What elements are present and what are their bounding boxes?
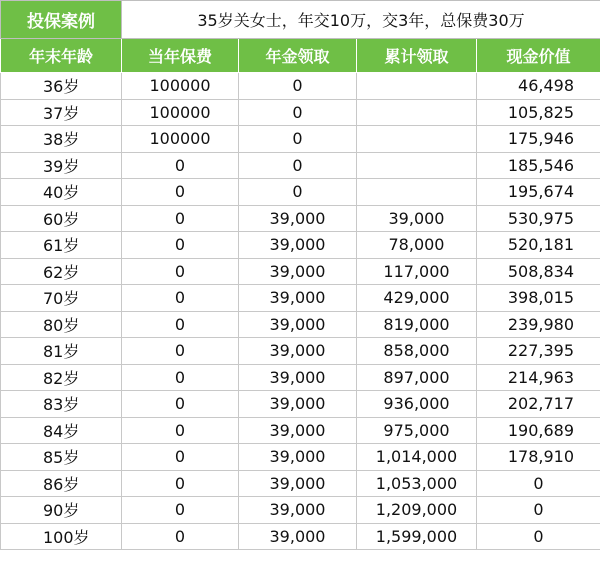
cash-value-cell[interactable]: 190,689 (477, 417, 600, 444)
cumulative-cell[interactable] (357, 179, 477, 206)
age-cell[interactable]: 90岁 (1, 497, 122, 524)
annuity-cell[interactable]: 39,000 (239, 523, 357, 550)
column-header-cash-value[interactable]: 现金价值 (477, 39, 600, 73)
cumulative-cell[interactable]: 1,014,000 (357, 444, 477, 471)
annuity-cell[interactable]: 39,000 (239, 205, 357, 232)
annuity-cell[interactable]: 39,000 (239, 338, 357, 365)
premium-cell[interactable]: 0 (122, 258, 239, 285)
annuity-cell[interactable]: 39,000 (239, 258, 357, 285)
premium-cell[interactable]: 0 (122, 179, 239, 206)
annuity-cell[interactable]: 39,000 (239, 391, 357, 418)
premium-cell[interactable]: 0 (122, 497, 239, 524)
premium-cell[interactable]: 0 (122, 444, 239, 471)
cash-value-cell[interactable]: 195,674 (477, 179, 600, 206)
cumulative-cell[interactable]: 897,000 (357, 364, 477, 391)
annuity-cell[interactable]: 0 (239, 99, 357, 126)
annuity-cell[interactable]: 0 (239, 179, 357, 206)
premium-cell[interactable]: 0 (122, 391, 239, 418)
cash-value-cell[interactable]: 105,825 (477, 99, 600, 126)
annuity-cell[interactable]: 0 (239, 152, 357, 179)
age-cell[interactable]: 36岁 (1, 73, 122, 100)
cumulative-cell[interactable] (357, 152, 477, 179)
cash-value-cell[interactable]: 178,910 (477, 444, 600, 471)
age-cell[interactable]: 83岁 (1, 391, 122, 418)
age-cell[interactable]: 86岁 (1, 470, 122, 497)
age-cell[interactable]: 62岁 (1, 258, 122, 285)
column-header-cumulative[interactable]: 累计领取 (357, 39, 477, 73)
cash-value-cell[interactable]: 239,980 (477, 311, 600, 338)
cash-value-cell[interactable]: 227,395 (477, 338, 600, 365)
age-cell[interactable]: 39岁 (1, 152, 122, 179)
annuity-cell[interactable]: 39,000 (239, 444, 357, 471)
annuity-cell[interactable]: 39,000 (239, 470, 357, 497)
premium-cell[interactable]: 0 (122, 285, 239, 312)
age-cell[interactable]: 84岁 (1, 417, 122, 444)
case-label[interactable]: 投保案例 (1, 1, 122, 39)
annuity-cell[interactable]: 39,000 (239, 417, 357, 444)
cash-value-cell[interactable]: 398,015 (477, 285, 600, 312)
age-cell[interactable]: 40岁 (1, 179, 122, 206)
cash-value-cell[interactable]: 508,834 (477, 258, 600, 285)
table-row (1, 232, 600, 259)
table-row (1, 523, 600, 550)
age-cell[interactable]: 61岁 (1, 232, 122, 259)
cumulative-cell[interactable] (357, 126, 477, 153)
cash-value-cell[interactable]: 0 (477, 497, 600, 524)
table-row (1, 444, 600, 471)
cash-value-cell[interactable]: 185,546 (477, 152, 600, 179)
cash-value-cell[interactable]: 520,181 (477, 232, 600, 259)
premium-cell[interactable]: 0 (122, 205, 239, 232)
table-row (1, 73, 600, 100)
cumulative-cell[interactable]: 117,000 (357, 258, 477, 285)
cumulative-cell[interactable]: 936,000 (357, 391, 477, 418)
age-cell[interactable]: 80岁 (1, 311, 122, 338)
column-header-annuity[interactable]: 年金领取 (239, 39, 357, 73)
premium-cell[interactable]: 0 (122, 232, 239, 259)
annuity-cell[interactable]: 39,000 (239, 364, 357, 391)
cash-value-cell[interactable]: 46,498 (477, 73, 600, 100)
cumulative-cell[interactable] (357, 73, 477, 100)
table-row (1, 152, 600, 179)
table-row (1, 497, 600, 524)
cumulative-cell[interactable]: 1,209,000 (357, 497, 477, 524)
age-cell[interactable]: 60岁 (1, 205, 122, 232)
premium-cell[interactable]: 0 (122, 523, 239, 550)
cash-value-cell[interactable]: 530,975 (477, 205, 600, 232)
case-description[interactable]: 35岁关女士，年交10万，交3年，总保费30万 (122, 1, 600, 39)
annuity-cell[interactable]: 0 (239, 126, 357, 153)
premium-cell[interactable]: 0 (122, 311, 239, 338)
annuity-cell[interactable]: 0 (239, 73, 357, 100)
premium-cell[interactable]: 0 (122, 364, 239, 391)
annuity-cell[interactable]: 39,000 (239, 285, 357, 312)
cumulative-cell[interactable]: 39,000 (357, 205, 477, 232)
premium-cell[interactable]: 0 (122, 470, 239, 497)
table-row (1, 258, 600, 285)
cumulative-cell[interactable]: 858,000 (357, 338, 477, 365)
header-row (1, 39, 600, 73)
age-cell[interactable]: 82岁 (1, 364, 122, 391)
column-header-premium[interactable]: 当年保费 (122, 39, 239, 73)
age-cell[interactable]: 70岁 (1, 285, 122, 312)
cash-value-cell[interactable]: 175,946 (477, 126, 600, 153)
annuity-cell[interactable]: 39,000 (239, 232, 357, 259)
cash-value-cell[interactable]: 0 (477, 470, 600, 497)
cumulative-cell[interactable] (357, 99, 477, 126)
cash-value-cell[interactable]: 0 (477, 523, 600, 550)
age-cell[interactable]: 85岁 (1, 444, 122, 471)
annuity-cell[interactable]: 39,000 (239, 497, 357, 524)
annuity-cell[interactable]: 39,000 (239, 311, 357, 338)
table-row (1, 417, 600, 444)
table-row (1, 364, 600, 391)
premium-cell[interactable]: 100000 (122, 73, 239, 100)
premium-cell[interactable]: 100000 (122, 126, 239, 153)
case-row (1, 1, 600, 39)
table-row (1, 285, 600, 312)
premium-cell[interactable]: 0 (122, 338, 239, 365)
premium-cell[interactable]: 0 (122, 417, 239, 444)
table-row (1, 311, 600, 338)
age-cell[interactable]: 81岁 (1, 338, 122, 365)
cumulative-cell[interactable]: 1,053,000 (357, 470, 477, 497)
table-row (1, 205, 600, 232)
table-row (1, 391, 600, 418)
table-row (1, 179, 600, 206)
cash-value-cell[interactable]: 202,717 (477, 391, 600, 418)
premium-cell[interactable]: 0 (122, 152, 239, 179)
cumulative-cell[interactable]: 1,599,000 (357, 523, 477, 550)
cash-value-cell[interactable]: 214,963 (477, 364, 600, 391)
cumulative-cell[interactable]: 429,000 (357, 285, 477, 312)
age-cell[interactable]: 100岁 (1, 523, 122, 550)
table-row (1, 99, 600, 126)
table-row (1, 470, 600, 497)
age-cell[interactable]: 37岁 (1, 99, 122, 126)
premium-cell[interactable]: 100000 (122, 99, 239, 126)
cumulative-cell[interactable]: 975,000 (357, 417, 477, 444)
table-row (1, 338, 600, 365)
column-header-age[interactable]: 年末年龄 (1, 39, 122, 73)
table-row (1, 126, 600, 153)
age-cell[interactable]: 38岁 (1, 126, 122, 153)
cumulative-cell[interactable]: 819,000 (357, 311, 477, 338)
cumulative-cell[interactable]: 78,000 (357, 232, 477, 259)
